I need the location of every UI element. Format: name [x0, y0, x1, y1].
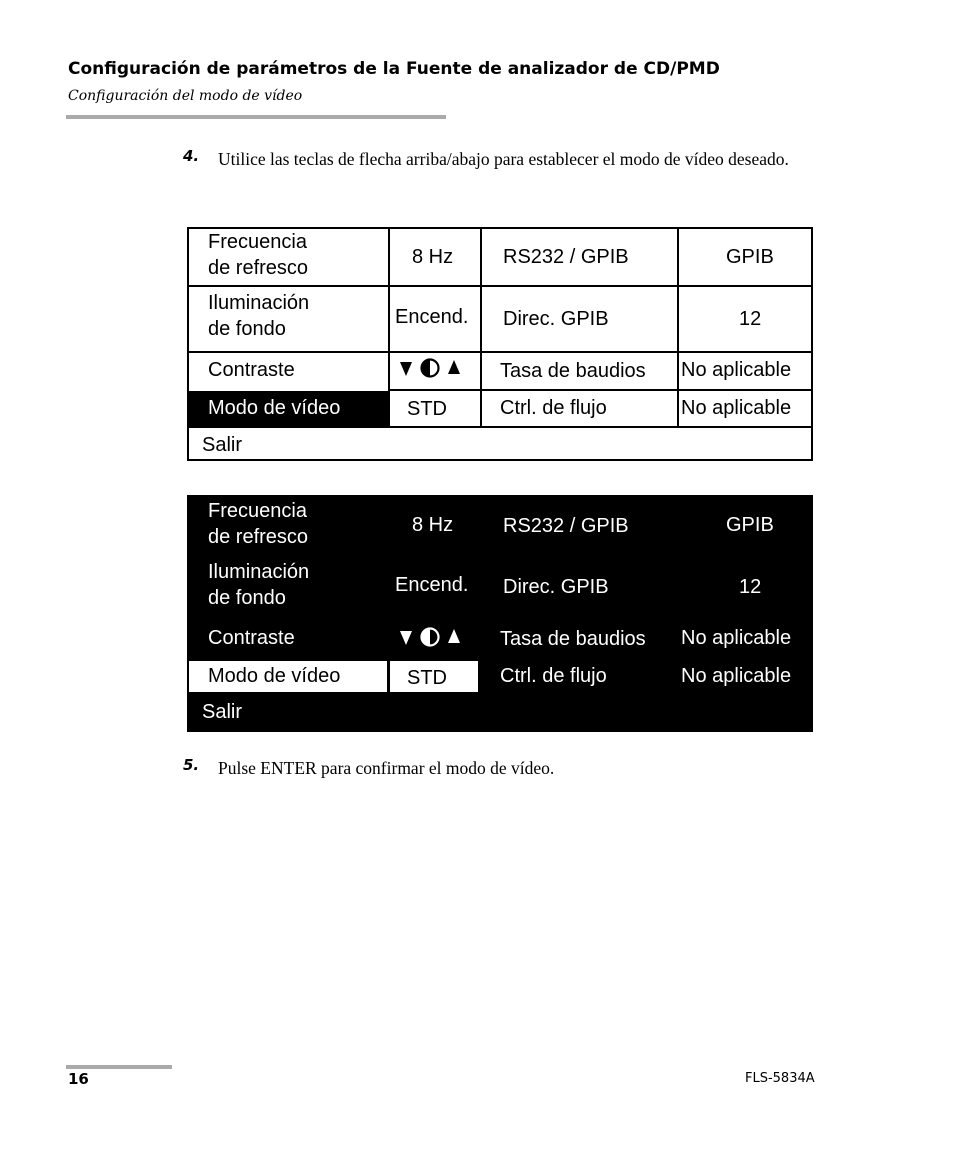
grid-line	[480, 229, 482, 427]
menu-screen-selected	[187, 495, 813, 732]
grid-line	[189, 285, 811, 287]
triangle-down-icon[interactable]	[400, 629, 412, 645]
backlight-value: Encend.	[395, 306, 469, 328]
refresh-rate-value: 8 Hz	[412, 246, 454, 268]
page-section-title: Configuración de parámetros de la Fuente de analizador de CD/PMD	[68, 59, 720, 79]
baud-rate-value: No aplicable	[681, 359, 792, 381]
footer-divider	[66, 1065, 172, 1069]
gpib-address-value: 12	[739, 308, 762, 330]
menu-item-gpib-address[interactable]: Direc. GPIB	[503, 576, 609, 598]
menu-item-gpib-address[interactable]: Direc. GPIB	[503, 308, 609, 330]
label-line: de fondo	[208, 587, 286, 609]
menu-item-flow-control[interactable]: Ctrl. de flujo	[500, 665, 607, 687]
menu-item-contrast[interactable]: Contraste	[208, 627, 295, 649]
header-divider	[66, 115, 446, 119]
menu-item-interface[interactable]: RS232 / GPIB	[503, 515, 629, 537]
label-line: Frecuencia	[208, 231, 307, 253]
menu-item-refresh-rate[interactable]	[208, 498, 308, 550]
menu-item-contrast[interactable]: Contraste	[208, 359, 295, 381]
baud-rate-value: No aplicable	[681, 627, 792, 649]
video-mode-value[interactable]: STD	[407, 667, 447, 689]
page-subsection-title: Configuración del modo de vídeo	[68, 88, 303, 104]
document-id: FLS-5834A	[745, 1071, 815, 1086]
step-number: 4.	[183, 147, 200, 165]
menu-item-exit[interactable]: Salir	[202, 434, 243, 456]
label-line: de refresco	[208, 526, 309, 548]
step-number: 5.	[183, 756, 200, 774]
step-text: Utilice las teclas de flecha arriba/abajo para establecer el modo de vídeo deseado.	[218, 149, 789, 169]
menu-item-backlight[interactable]	[208, 290, 309, 342]
video-mode-value: STD	[407, 398, 447, 420]
interface-value: GPIB	[726, 246, 774, 268]
half-circle-icon	[420, 358, 440, 378]
label-line: Iluminación	[208, 292, 310, 314]
menu-item-baud-rate[interactable]: Tasa de baudios	[500, 628, 646, 650]
menu-item-video-mode[interactable]: Modo de vídeo	[208, 665, 341, 687]
label-line: de fondo	[208, 318, 286, 340]
triangle-up-icon[interactable]	[448, 360, 460, 376]
triangle-up-icon[interactable]	[448, 629, 460, 645]
grid-line	[677, 229, 679, 427]
menu-item-baud-rate[interactable]: Tasa de baudios	[500, 360, 646, 382]
label-line: de refresco	[208, 257, 309, 279]
page-number: 16	[68, 1070, 89, 1088]
label-line: Iluminación	[208, 561, 310, 583]
menu-item-flow-control[interactable]: Ctrl. de flujo	[500, 397, 607, 419]
menu-item-backlight[interactable]	[208, 559, 309, 611]
backlight-value: Encend.	[395, 574, 469, 596]
menu-item-refresh-rate[interactable]	[208, 229, 308, 281]
flow-control-value: No aplicable	[681, 665, 792, 687]
menu-screen-unselected	[187, 227, 813, 461]
menu-item-exit[interactable]: Salir	[202, 701, 243, 723]
menu-item-video-mode[interactable]: Modo de vídeo	[208, 397, 341, 419]
refresh-rate-value: 8 Hz	[412, 514, 454, 536]
flow-control-value: No aplicable	[681, 397, 792, 419]
grid-line	[189, 351, 811, 353]
step-text: Pulse ENTER para confirmar el modo de vídeo.	[218, 758, 555, 778]
label-line: Frecuencia	[208, 500, 307, 522]
gpib-address-value: 12	[739, 576, 762, 598]
contrast-control[interactable]	[400, 357, 460, 383]
menu-item-interface[interactable]: RS232 / GPIB	[503, 246, 629, 268]
half-circle-icon	[420, 627, 440, 647]
interface-value: GPIB	[726, 514, 774, 536]
contrast-control[interactable]	[400, 626, 460, 652]
triangle-down-icon[interactable]	[400, 360, 412, 376]
grid-line	[388, 389, 811, 391]
